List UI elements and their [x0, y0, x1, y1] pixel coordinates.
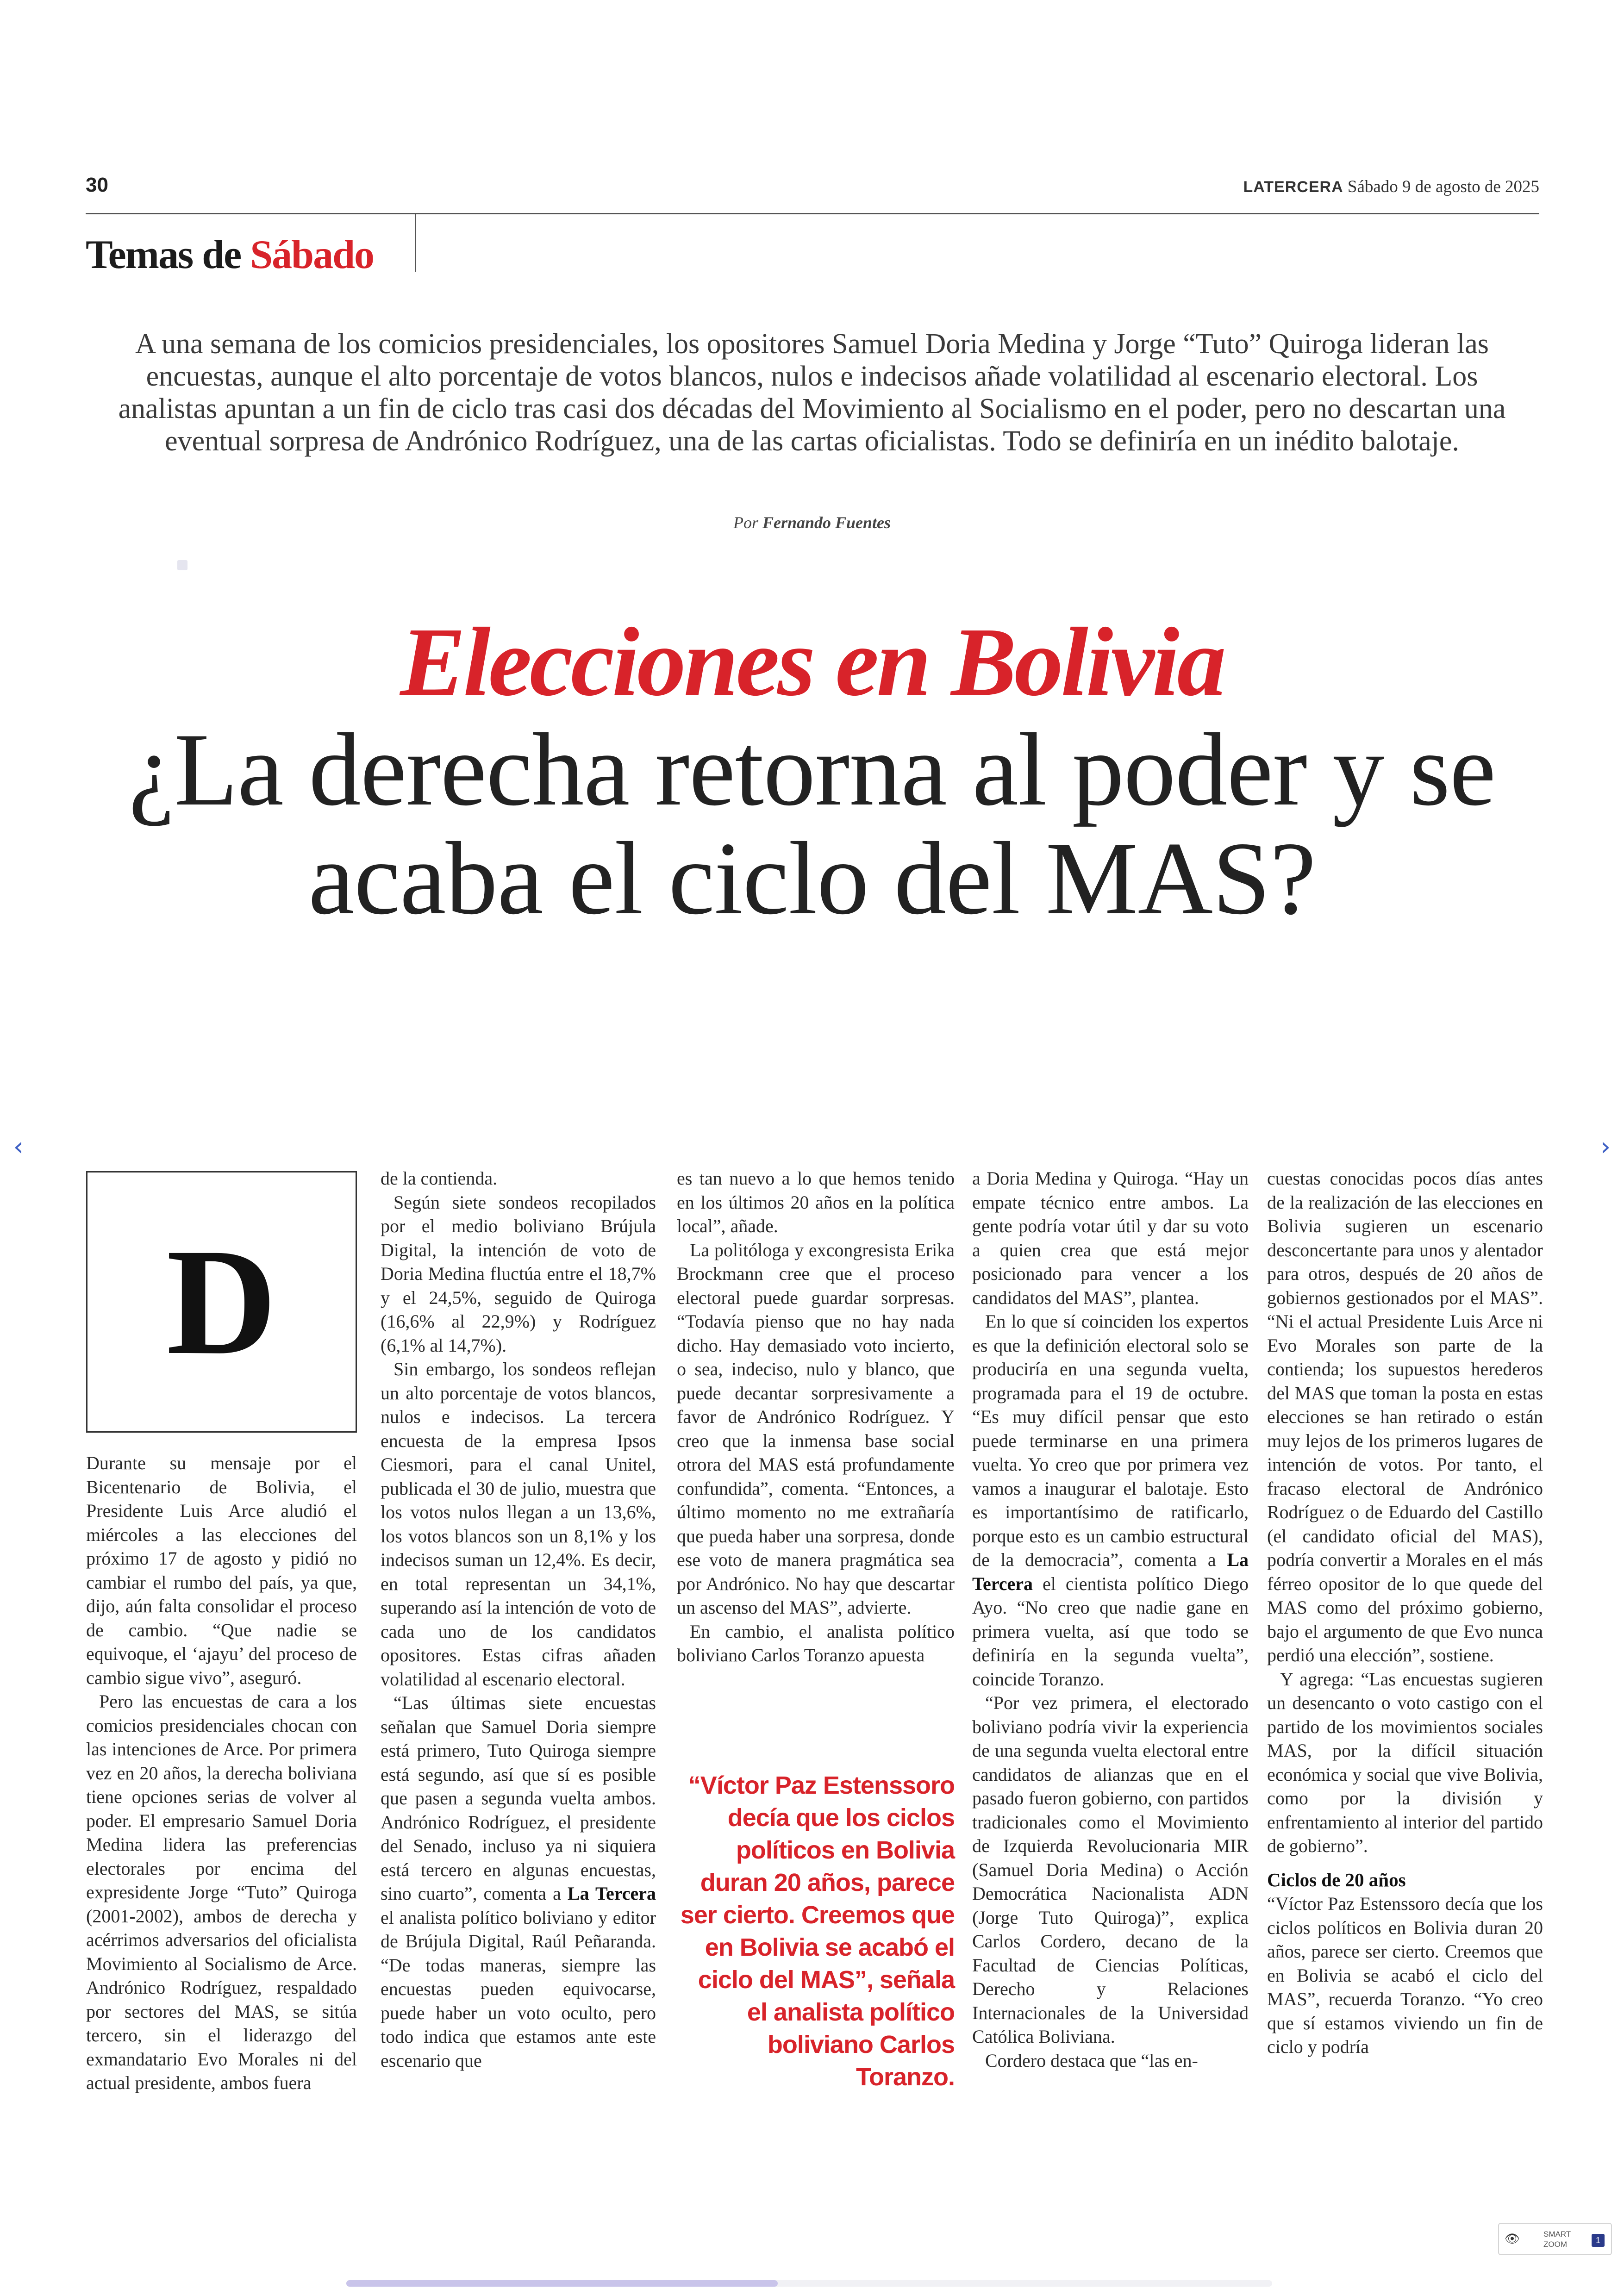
body-column-2 [381, 1166, 656, 2072]
headline: ¿La derecha retorna al poder y se acaba el ciclo del MAS? [128, 711, 1496, 936]
smart-zoom-count: 1 [1592, 2234, 1605, 2247]
paragraph-text: “Las últimas siete encuestas señalan que Samuel Doria siempre está primero, Tuto Quiroga siempre está segundo, así que sí es posible que pasen a segunda vuelta ambos. Andrónico Rodríguez, el presidente del Senado, incluso ya ni siquiera está tercero en algunas encuestas, sino cuarto”, comenta a [381, 1692, 656, 1904]
publication-name: LATERCERA [1243, 178, 1343, 196]
paragraph: En cambio, el analista político boliviano Carlos Toranzo apuesta [677, 1621, 955, 1665]
header-rule [86, 213, 1539, 214]
body-column-3 [677, 1166, 955, 1667]
section-divider [415, 214, 416, 272]
paragraph: Cordero destaca que “las en- [985, 2050, 1198, 2071]
paragraph [972, 1310, 1249, 1691]
paragraph: Sin embargo, los sondeos reflejan un alto porcentaje de votos blancos, nulos e indecisos. La tercera encuesta de la empresa Ipsos Ciesmori, para el canal Unitel, publicada el 30 de julio, muestra que los votos nulos llegan a un 13,6%, los votos blancos son un 8,1% y los indecisos suman un 12,4%. Es decir, en total representan un 34,1%, superando así la intención de voto de cada uno de los candidatos opositores. Estas cifras añaden volatilidad al escenario electoral. [381, 1359, 656, 1690]
paragraph: La politóloga y excongresista Erika Brockmann cree que el proceso electoral puede guardar sorpresas. “Todavía pienso que no hay nada dicho. Hay demasiado voto incierto, o sea, indeciso, nulo y blanco, que puede decantar sorpresivamente a favor de Andrónico Rodríguez. Y creo que la inmensa base social otrora del MAS está profundamente confundida”, comenta. “Entonces, a último momento no me extrañaría que pueda haber una sorpresa, donde ese voto de manera pragmática sea por Andrónico. No hay que descartar un ascenso del MAS”, advierte. [677, 1239, 955, 1618]
kicker: Elecciones en Bolivia [400, 607, 1224, 716]
drop-cap-box [86, 1171, 357, 1433]
byline-prefix: Por [733, 513, 758, 532]
paragraph: a Doria Medina y Quiroga. “Hay un empate técnico entre ambos. La gente podría votar útil y dar su voto a quien crea que está mejor posicionado para vencer a los candidatos del MAS”, plantea. [972, 1168, 1249, 1308]
subhead: Ciclos de 20 años [1267, 1869, 1406, 1890]
page-scrollbar-thumb[interactable] [346, 2280, 778, 2287]
issue-date: Sábado 9 de agosto de 2025 [1347, 177, 1539, 196]
smart-zoom-label [1543, 2229, 1571, 2250]
newspaper-name: La Tercera [972, 1549, 1249, 1594]
eye-icon: 👁 [1505, 2232, 1520, 2246]
smart-zoom-label-2: ZOOM [1543, 2240, 1567, 2249]
body-column-4 [972, 1166, 1249, 2072]
paragraph: cuestas conocidas pocos días antes de la realización de las elecciones en Bolivia sugieren un escenario desconcertante para unos y alentador para otros, después de 20 años de gobiernos gestionados por el MAS”. “Ni el actual Presidente Luis Arce ni Evo Morales son parte de la contienda; los supuestos herederos del MAS que toman la posta en estas elecciones se han retirado o están muy lejos de los primeros lugares de intención de votos. Por tanto, el fracaso electoral de Andrónico Rodríguez o de Eduardo del Castillo (el candidato oficial del MAS), podría convertir a Morales en el más férreo opositor de lo que quede del MAS como del próximo gobierno, bajo el argumento de que Evo nunca perdió una elección”, sostiene. [1267, 1168, 1543, 1665]
byline [0, 513, 1624, 532]
paragraph: “Víctor Paz Estenssoro decía que los ciclos políticos en Bolivia duran 20 años, parece ser cierto. Creemos que en Bolivia se acabó el ciclo del MAS”, recuerda Toranzo. “Yo creo que sí estamos viviendo un fin de ciclo y podría [1267, 1893, 1543, 2057]
paragraph: Durante su mensaje por el Bicentenario de Bolivia, el Presidente Luis Arce aludió el miércoles a las elecciones del próximo 17 de agosto y pidió no cambiar el rumbo del país, ya que, dijo, aún falta consolidar el proceso de cambio. “Que nadie se equivoque, el ‘ajayu’ del proceso de cambio sigue vivo”, aseguró. [86, 1453, 357, 1688]
paragraph [381, 1691, 656, 2072]
pull-quote: “Víctor Paz Estenssoro decía que los ciclos políticos en Bolivia duran 20 años, parece ser cierto. Creemos que en Bolivia se acabó el ciclo del MAS”, señala el analista político boliviano Carlos Toranzo. [680, 1771, 955, 2091]
chevron-right-icon[interactable]: › [1600, 1132, 1611, 1162]
byline-author: Fernando Fuentes [762, 513, 891, 532]
paragraph: es tan nuevo a lo que hemos tenido en los últimos 20 años en la política local”, añade. [677, 1168, 955, 1236]
smart-zoom-button[interactable] [1498, 2223, 1612, 2255]
body-column-1 [86, 1451, 357, 2095]
paragraph-text: En lo que sí coinciden los expertos es que la definición electoral solo se produciría en una segunda vuelta, programada para el 19 de octubre. “Es muy difícil pensar que esto puede terminarse en una primera vuelta. Yo creo que por primera vez vamos a inaugurar el balotaje. Esto es importantísimo de ratificarlo, porque esto es un cambio estructural de la democracia”, comenta a [972, 1311, 1249, 1570]
body-column-5 [1267, 1166, 1543, 2059]
paragraph-text: el analista político boliviano y editor de Brújula Digital, Raúl Peñaranda. “De todas maneras, siempre las encuestas pueden equivocarse, puede haber un voto oculto, pero todo indica que estamos ante este escenario que [381, 1907, 656, 2071]
drop-cap-letter: D [166, 1217, 277, 1386]
paragraph: “Por vez primera, el electorado boliviano podría vivir la experiencia de una segunda vuelta electoral entre candidatos de alianzas que en el pasado fueron gobierno, con partidos tradicionales como el Movimiento de Izquierda Revolucionaria MIR (Samuel Doria Medina) o Acción Democrática Nacionalista ADN (Jorge Tuto Quiroga)”, explica Carlos Cordero, decano de la Facultad de Ciencias Políticas, Derecho y Relaciones Internacionales de la Universidad Católica Boliviana. [972, 1692, 1249, 2047]
page-number: 30 [86, 174, 108, 196]
section-accent: Sábado [250, 232, 374, 277]
section-tag [86, 231, 374, 278]
masthead [1243, 177, 1539, 197]
chevron-left-icon[interactable]: ‹ [13, 1132, 24, 1162]
paragraph-text: el cientista político Diego Ayo. “No creo que nadie gane en primera vuelta, así que todo se definiría en la segunda vuelta”, coincide Toranzo. [972, 1573, 1249, 1690]
paragraph: de la contienda. [381, 1168, 498, 1189]
image-placeholder-icon [177, 560, 187, 570]
paragraph: Según siete sondeos recopilados por el medio boliviano Brújula Digital, la intención de voto de Doria Medina fluctúa entre el 18,7% y el 24,5%, seguido de Quiroga (16,6% al 22,9%) y Rodríguez (6,1% al 14,7%). [381, 1191, 656, 1356]
paragraph: Y agrega: “Las encuestas sugieren un desencanto o voto castigo con el partido de los movimientos sociales MAS, por la difícil situación económica y social que vive Bolivia, como por la división y enfrentamiento al interior del partido de gobierno”. [1267, 1668, 1543, 1856]
paragraph: Pero las encuestas de cara a los comicios presidenciales chocan con las intenciones de Arce. Por primera vez en 20 años, la derecha boliviana tiene opciones serias de volver al poder. El empresario Samuel Doria Medina lidera las preferencias electorales por encima del expresidente Jorge “Tuto” Quiroga (2001-2002), ambos de derecha y acérrimos adversarios del oficialista Movimiento al Socialismo de Arce. Andrónico Rodríguez, respaldado por sectores del MAS, se sitúa tercero, sin el liderazgo del exmandatario Evo Morales ni del actual presidente, ambos fuera [86, 1691, 357, 2093]
smart-zoom-label-1: SMART [1543, 2230, 1571, 2239]
standfirst: A una semana de los comicios presidenciales, los opositores Samuel Doria Medina y Jorge “Tuto” Quiroga lideran las encuestas, aunque el alto porcentaje de votos blancos, nulos e indecisos añade volatilidad al escenario electoral. Los analistas apuntan a un fin de ciclo tras casi dos décadas del Movimiento al Socialismo en el poder, pero no descartan una eventual sorpresa de Andrónico Rodríguez, una de las cartas oficialistas. Todo se definiría en un inédito balotaje. [118, 328, 1506, 457]
section-prefix: Temas de [86, 232, 241, 277]
newspaper-name: La Tercera [567, 1883, 656, 1904]
